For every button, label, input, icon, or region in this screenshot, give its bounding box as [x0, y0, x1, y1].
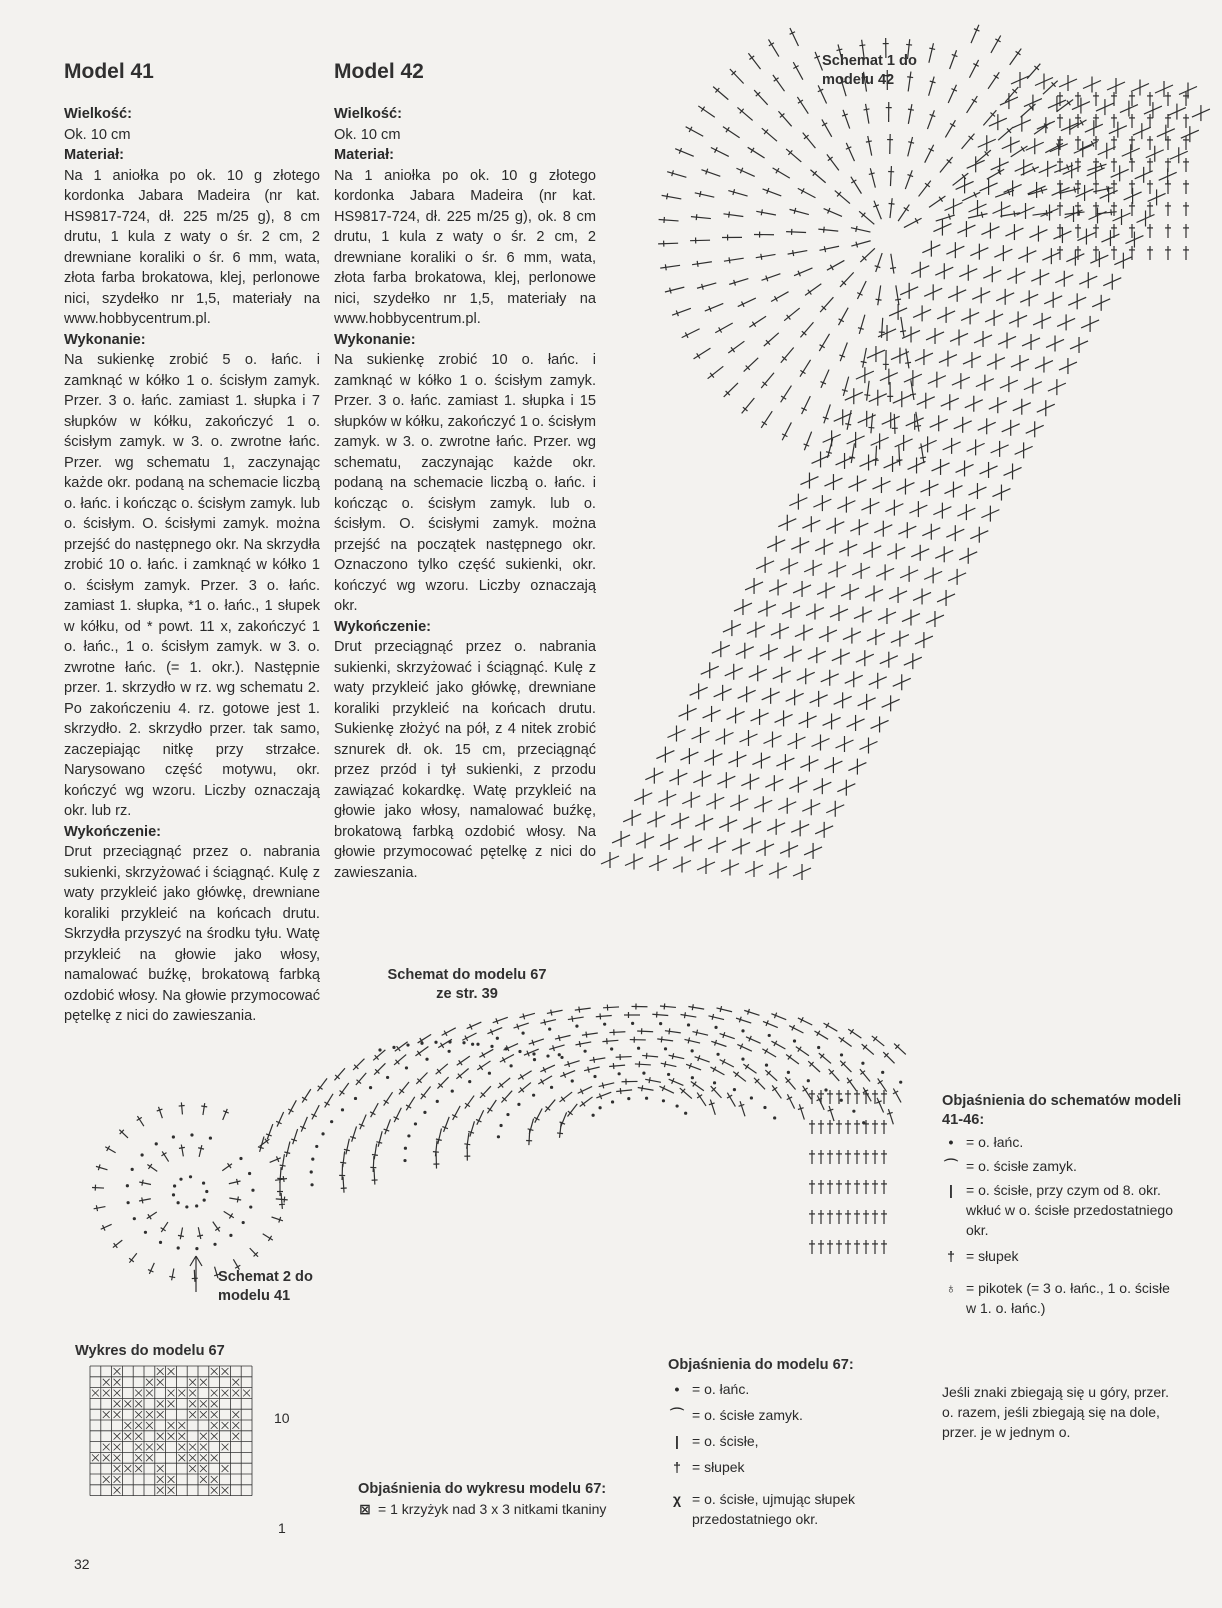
legend41-item: • = o. łańc.	[948, 1134, 1024, 1150]
schemat1-label: Schemat 1 do modelu 42	[822, 53, 917, 88]
legend41-note: Jeśli znaki zbiegają się u góry, przer. o. razem, jeśli zbiegają się na dole, przer. je w jednym o.	[942, 1384, 1169, 1440]
model41-size: Ok. 10 cm	[64, 126, 131, 143]
model42-title: Model 42	[334, 60, 424, 83]
model42-work: Na sukienkę zrobić 10 o. łańc. i zamknąć w kółko 1 o. ścisłym zamyk. Przer. 3 o. łańc. zamiast 1. słupka i 15 słupków w kółku, zakończyć 1 o. ścisłym zamyk. w 3. o. zwrotne łańc. Przer. wg schematu, zaczynając każde okr. podaną na schemacie liczbą o. łańc. i kończąc o. ścisłym zamyk. lub o. ścisłym. O. ścisłymi zamyk. można przejść na początek następnego okr. Oznaczono tylko część sukienki, okr. kończyć wg wzoru. Liczby oznaczają okr.	[334, 352, 596, 614]
model41-material-heading: Materiał:	[64, 147, 125, 163]
model41-finish: Drut przeciągnąć przez o. nabrania sukienki, skrzyżować i ściągnąć. Kulę z waty przykleić jako główkę, drewniane koraliki przykleić na końcach drutu. Skrzydła przyszyć na środku tyłu. Watę przykleić na głowie jako włosy, namalować buźkę, brokatową farbką ozdobić włosy. Na głowie przymocować pętelkę z nici do zawieszania.	[64, 844, 320, 1024]
wykres-legend-item: ⊠ = 1 krzyżyk nad 3 x 3 nitkami tkaniny	[359, 1501, 607, 1517]
schemat1-dress-chart	[601, 25, 1210, 880]
wykres-legend-title: Objaśnienia do wykresu modelu 67:	[358, 1481, 607, 1497]
wykres67-legend	[358, 1480, 658, 1519]
model41-size-heading: Wielkość:	[64, 106, 132, 122]
model42-work-heading: Wykonanie:	[334, 331, 416, 348]
schemat67-label: Schemat do modelu 67 ze str. 39	[387, 967, 547, 1002]
model42-finish: Drut przeciągnąć przez o. nabrania sukienki, skrzyżować i ściągnąć. Kulę z waty przykleić jako główkę, drewniane koraliki przykleić na końcach drutu. Sukienkę złożyć na pół, z 4 nitek zrobić sznurek dł. ok. 15 cm, przeciągnąć przez przód i tył sukienki, z przodu zawiązać kokardkę. Watę przykleić na głowie jako włosy, namalować buźkę, brokatową farbką ozdobić włosy. Na głowie przymocować pętelkę z nici do zawieszania.	[334, 639, 596, 881]
model41-work: Na sukienkę zrobić 5 o. łańc. i zamknąć w kółko 1 o. ścisłym zamyk. Przer. 3 o. łańc. zamiast 1. słupka i 7 słupków w kółku, zakończyć 1 o. ścisłym zamyk. w 3. o. zwrotne łańc. Przer. wg schematu 1, zaczynając każde okr. podaną na schemacie liczbą o. łańc. i kończąc o. ścisłym zamyk. lub o. ścisłym. O. ścisłymi zamyk. można przejść do następnego okr. Na skrzydła zrobić 10 o. łańc. i zamknąć w kółko 1 o. ścisłym zamyk. Przer. 3 o. łańc. zamiast 1. słupka, *1 o. łańc., 1 słupek w kółku, od * powt. 11 x, zakończyć 1 o. łańc., 1 o. ścisłym zamyk. w 3. o. zwrotne łańc. (= 1. okr.). Następnie przer. 1. skrzydło w rz. wg schematu 2. Po zakończeniu 4. rz. gotowe jest 1. skrzydło. 2. skrzydło przer. tak samo, zaczepiając nitkę przy strzałce. Narysowano część motywu, okr. kończyć wg wzoru. Liczby oznaczają okr. lub rz.	[64, 352, 320, 819]
legend41-title: Objaśnienia do schematów modeli 41-46:	[942, 1093, 1182, 1128]
model42-finish-heading: Wykończenie:	[334, 618, 432, 635]
model42-size-heading: Wielkość:	[334, 106, 402, 122]
model41-title: Model 41	[64, 60, 154, 83]
model41-work-heading: Wykonanie:	[64, 331, 146, 348]
legend67-item: χ = o. ścisłe, ujmując słupek przedostatniego okr.	[672, 1491, 856, 1527]
model41-finish-heading: Wykończenie:	[64, 823, 162, 840]
legend41-item: † = słupek	[947, 1248, 1019, 1264]
grid-row-label-10: 10	[274, 1410, 290, 1426]
legend-models-41-46	[942, 1092, 1182, 1442]
model41-material: Na 1 aniołka po ok. 10 g złotego kordonka Jabara Madeira (nr kat. HS9817-724, dł. 225 m/25 g), 8 cm drutu, 1 kula z waty o śr. 2 cm, 2 drewniane koraliki o śr. 6 mm, wata, złota farba brokatowa, klej, perlonowe nici, szydełko nr 1,5, materiały na www.hobbycentrum.pl.	[64, 167, 320, 327]
model42-size: Ok. 10 cm	[334, 126, 401, 143]
grid-row-label-1: 1	[278, 1520, 286, 1536]
schemat2-label: Schemat 2 do modelu 41	[218, 1269, 313, 1304]
legend41-item: ♁ = pikotek (= 3 o. łańc., 1 o. ścisłe w 1. o. łańc.)	[945, 1280, 1170, 1316]
wykres67-label: Wykres do modelu 67	[75, 1343, 225, 1359]
model42-material-heading: Materiał:	[334, 147, 395, 163]
wykres67-grid	[90, 1366, 252, 1496]
legend67-item: † = słupek	[673, 1459, 745, 1475]
page-number: 32	[74, 1556, 90, 1572]
legend67-item: ⌒ = o. ścisłe zamyk.	[670, 1407, 803, 1423]
legend41-item: | = o. ścisłe, przy czym od 8. okr. wkłuć w o. ścisłe przedostatniego okr.	[949, 1182, 1173, 1238]
legend67-item: | = o. ścisłe,	[675, 1433, 759, 1449]
legend67-item: • = o. łańc.	[674, 1381, 750, 1397]
schemat67-chart	[258, 1003, 906, 1254]
model42-material: Na 1 aniołka po ok. 10 g złotego kordonka Jabara Madeira (nr kat. HS9817-724, dł. 225 m/25 g), ok. 8 cm drutu, 1 kula z waty o śr. 2 cm, 2 drewniane koraliki o śr. 6 mm, wata, złota farba brokatowa, klej, perlonowe nici, szydełko nr 1,5, materiały na www.hobbycentrum.pl.	[334, 167, 596, 327]
legend-model-67	[668, 1356, 918, 1529]
legend67-title: Objaśnienia do modelu 67:	[668, 1357, 854, 1373]
legend41-item: ⌒ = o. ścisłe zamyk.	[944, 1158, 1077, 1174]
schemat2-wing-chart	[92, 1102, 288, 1292]
